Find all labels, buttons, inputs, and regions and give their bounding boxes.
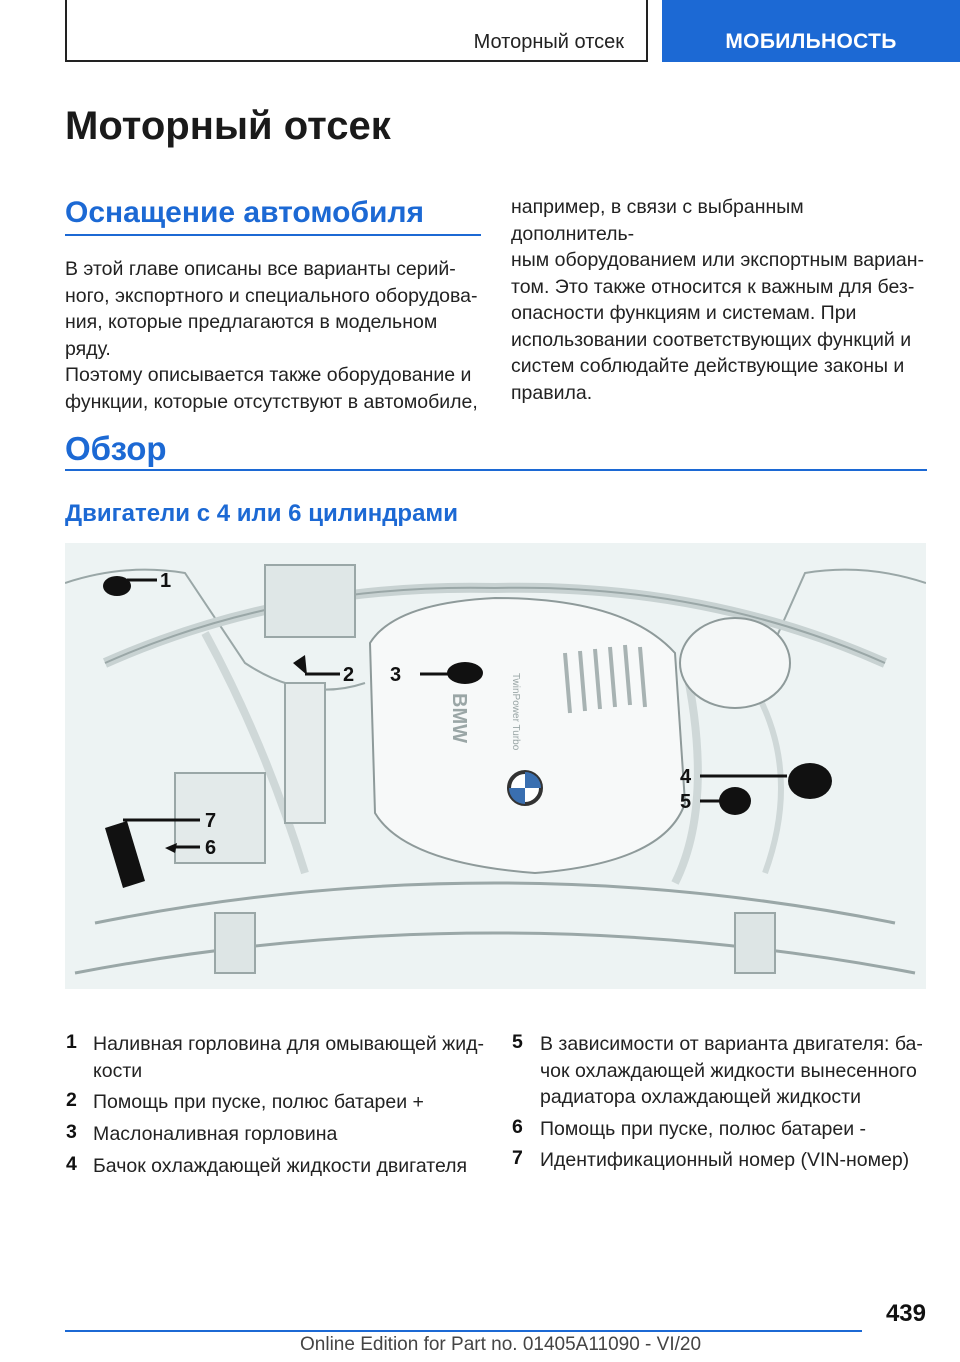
overview-heading-rule — [65, 469, 927, 471]
vin-plate-marker — [105, 821, 145, 888]
legend-line: Идентификационный номер (VIN-номер) — [540, 1149, 910, 1171]
legend-line: Помощь при пуске, полюс батареи - — [540, 1118, 867, 1140]
legend-num: 1 — [66, 1031, 77, 1053]
positive-terminal-marker — [293, 655, 307, 675]
header-chapter-tab — [662, 0, 960, 62]
coolant-reservoir-marker — [788, 763, 832, 799]
legend-num: 4 — [66, 1153, 77, 1175]
legend-line: Помощь при пуске, полюс батареи + — [93, 1091, 424, 1113]
callout-2: 2 — [343, 664, 355, 686]
legend-item — [540, 1116, 866, 1143]
text-line: том. Это также относится к важным для без- — [511, 275, 915, 298]
equipment-text-col2 — [511, 194, 931, 406]
legend-line: В зависимости от варианта двигателя: ба- — [540, 1033, 923, 1055]
callout-4: 4 — [680, 766, 692, 788]
legend-item — [93, 1153, 467, 1180]
text-line: систем соблюдайте действующие законы и — [511, 355, 905, 377]
legend-num: 7 — [512, 1147, 523, 1169]
legend-line: Наливная горловина для омывающей жид- — [93, 1033, 484, 1055]
text-line: использовании соответствующих функций и — [511, 328, 912, 351]
text-line: например, в связи с выбранным дополнитель- — [511, 196, 804, 245]
engine-label-text: TwinPower Turbo — [510, 673, 521, 751]
brand-text: BMW — [448, 693, 470, 743]
footer-rule — [65, 1330, 862, 1332]
engine-bay-drawing — [65, 543, 926, 989]
legend-item — [540, 1031, 923, 1111]
legend-line: кости — [93, 1059, 143, 1082]
page-number: 439 — [885, 1300, 926, 1327]
callout-7: 7 — [205, 810, 217, 832]
text-line: ным оборудованием или экспортным вариан- — [511, 249, 924, 271]
overview-heading: Обзор — [65, 430, 167, 467]
legend-num: 6 — [512, 1116, 523, 1138]
text-line: опасности функциям и системам. При — [511, 302, 857, 324]
text-line: правила. — [511, 381, 593, 404]
equipment-heading-rule — [65, 234, 481, 236]
chapter-tab-label: МОБИЛЬНОСТЬ — [725, 30, 897, 53]
footer-edition: Online Edition for Part no. 01405A11090 - VI/20 — [300, 1334, 702, 1355]
callout-6: 6 — [205, 837, 217, 859]
text-line: В этой главе описаны все варианты серий- — [65, 258, 456, 280]
legend-num: 5 — [512, 1031, 523, 1053]
callout-5: 5 — [680, 791, 692, 813]
legend-num: 3 — [66, 1121, 77, 1143]
legend-item — [540, 1147, 909, 1174]
text-line: ния, которые предлагаются в модельном ряду. — [65, 311, 438, 360]
equipment-text-col1 — [65, 256, 485, 415]
legend-item — [93, 1031, 484, 1084]
legend-line: Маслоналивная горловина — [93, 1123, 338, 1145]
callout-1: 1 — [160, 570, 172, 592]
legend-item — [93, 1121, 337, 1148]
legend-line: Бачок охлаждающей жидкости двигателя — [93, 1155, 468, 1177]
text-line: ного, экспортного и специального оборудова- — [65, 284, 478, 307]
legend-line: радиатора охлаждающей жидкости — [540, 1086, 861, 1108]
legend-num: 2 — [66, 1089, 77, 1111]
remote-radiator-reservoir-marker — [719, 787, 751, 815]
text-line: Поэтому описывается также оборудование и — [65, 364, 472, 386]
legend-item — [93, 1089, 424, 1116]
engine-bay-illustration — [65, 543, 926, 989]
section-tab-label: Моторный отсек — [473, 31, 624, 53]
legend-line: чок охлаждающей жидкости вынесенного — [540, 1059, 917, 1082]
washer-cap-marker — [103, 576, 131, 596]
callout-3: 3 — [390, 664, 402, 686]
page-title: Моторный отсек — [65, 104, 391, 148]
equipment-heading: Оснащение автомобиля — [65, 196, 425, 229]
header-section-tab — [65, 0, 648, 62]
engine-subheading: Двигатели с 4 или 6 цилиндрами — [65, 500, 458, 527]
text-line: функции, которые отсутствуют в автомобиле, — [65, 390, 478, 413]
